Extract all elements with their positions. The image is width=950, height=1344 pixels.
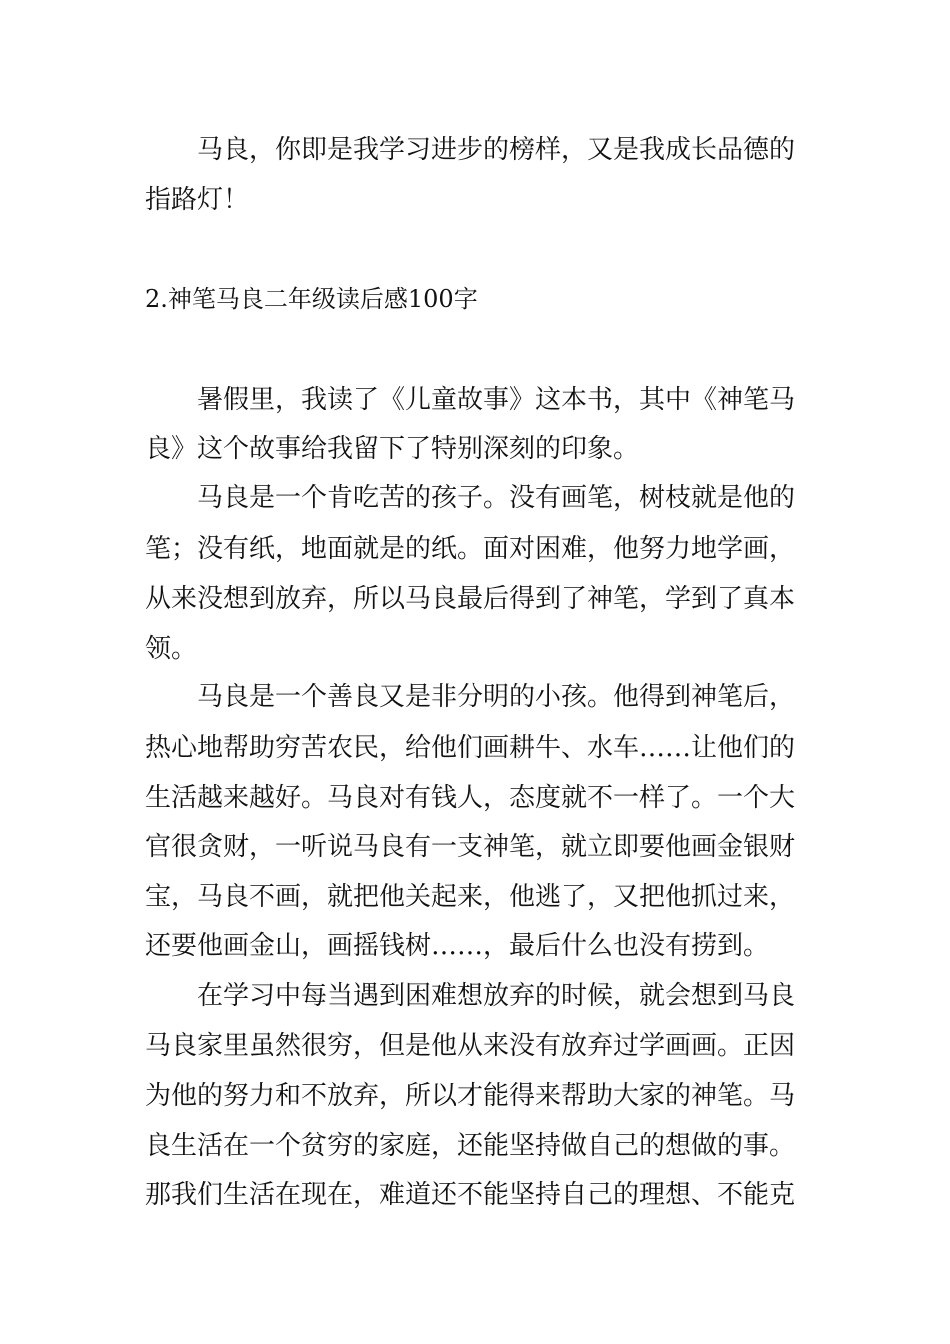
paragraph-3-line-6: 还要他画金山，画摇钱树……，最后什么也没有捞到。: [145, 931, 770, 961]
paragraph-2-line-3: 从来没想到放弃，所以马良最后得到了神笔，学到了真本: [145, 584, 796, 614]
intro-line-1: 马良，你即是我学习进步的榜样，又是我成长品德的: [197, 135, 796, 165]
paragraph-3-line-5: 宝，马良不画，就把他关起来，他逃了，又把他抓过来，: [145, 882, 796, 912]
paragraph-1-line-2: 良》这个故事给我留下了特别深刻的印象。: [145, 434, 640, 464]
paragraph-2-line-4: 领。: [145, 634, 198, 664]
paragraph-1-line-1: 暑假里，我读了《儿童故事》这本书，其中《神笔马: [197, 385, 796, 415]
paragraph-3-line-4: 官很贪财，一听说马良有一支神笔，就立即要他画金银财: [145, 832, 796, 862]
paragraph-3-line-1: 马良是一个善良又是非分明的小孩。他得到神笔后，: [197, 682, 796, 712]
paragraph-3-line-3: 生活越来越好。马良对有钱人，态度就不一样了。一个大: [145, 783, 796, 813]
paragraph-2-line-1: 马良是一个肯吃苦的孩子。没有画笔，树枝就是他的: [197, 483, 796, 513]
paragraph-4-line-2: 马良家里虽然很穷，但是他从来没有放弃过学画画。正因: [145, 1031, 796, 1061]
paragraph-3-line-2: 热心地帮助穷苦农民，给他们画耕牛、水车……让他们的: [145, 733, 796, 763]
paragraph-4-line-5: 那我们生活在现在，难道还不能坚持自己的理想、不能克: [145, 1180, 796, 1210]
intro-line-2: 指路灯！: [145, 185, 250, 215]
paragraph-4-line-1: 在学习中每当遇到困难想放弃的时候，就会想到马良: [197, 981, 796, 1011]
paragraph-4-line-4: 良生活在一个贫穷的家庭，还能坚持做自己的想做的事。: [145, 1131, 796, 1161]
section-heading: 2.神笔马良二年级读后感100字: [145, 285, 478, 313]
paragraph-4-line-3: 为他的努力和不放弃，所以才能得来帮助大家的神笔。马: [145, 1081, 796, 1111]
paragraph-2-line-2: 笔；没有纸，地面就是的纸。面对困难，他努力地学画，: [145, 534, 796, 564]
